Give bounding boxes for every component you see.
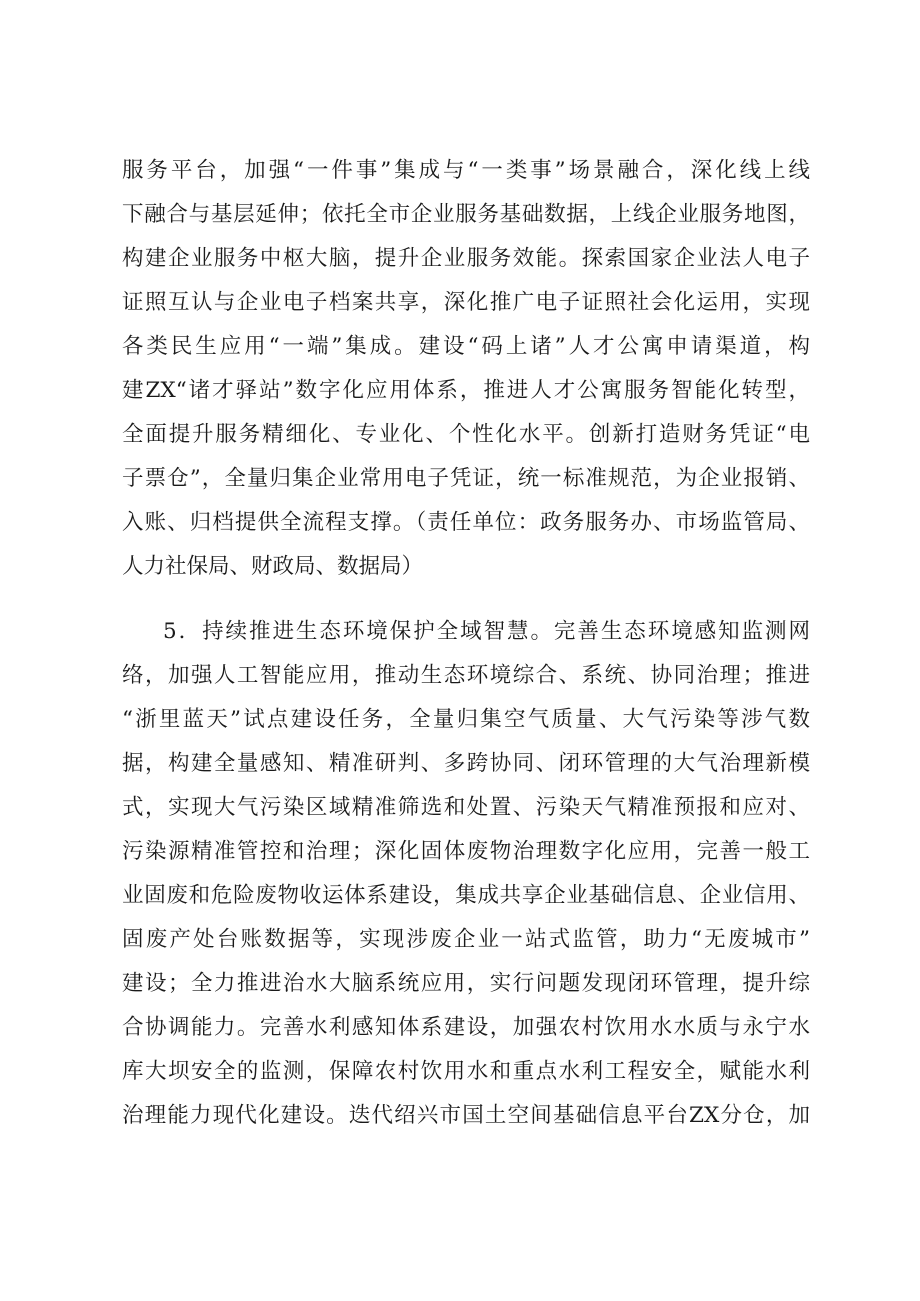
text-line: 下融合与基层延伸；依托全市企业服务基础数据，上线企业服务地图， xyxy=(122,202,810,227)
text-line: 子票仓”，全量归集企业常用电子凭证，统一标准规范，为企业报销、 xyxy=(122,466,810,491)
text-line: 建ZX“诸才驿站”数字化应用体系，推进人才公寓服务智能化转型， xyxy=(122,378,810,403)
text-line: 构建企业服务中枢大脑，提升企业服务效能。探索国家企业法人电子 xyxy=(122,246,810,271)
text-line: 固废产处台账数据等，实现涉废企业一站式监管，助力“无废城市” xyxy=(122,927,810,952)
text-line: 人力社保局、财政局、数据局） xyxy=(122,554,424,579)
text-line: 式，实现大气污染区域精准筛选和处置、污染天气精准预报和应对、 xyxy=(122,795,810,820)
text-line: 据，构建全量感知、精准研判、多跨协同、闭环管理的大气治理新模 xyxy=(122,751,810,776)
text-line: 全面提升服务精细化、专业化、个性化水平。创新打造财务凭证“电 xyxy=(122,422,810,447)
text-line: 5．持续推进生态环境保护全域智慧。完善生态环境感知监测网 xyxy=(163,619,810,644)
text-line: 入账、归档提供全流程支撑。（责任单位：政务服务办、市场监管局、 xyxy=(122,510,810,535)
text-line: 服务平台，加强“一件事”集成与“一类事”场景融合，深化线上线 xyxy=(122,158,810,183)
text-line: 合协调能力。完善水利感知体系建设，加强农村饮用水水质与永宁水 xyxy=(122,1015,810,1040)
text-line: “浙里蓝天”试点建设任务，全量归集空气质量、大气污染等涉气数 xyxy=(122,707,810,732)
text-line: 治理能力现代化建设。迭代绍兴市国土空间基础信息平台ZX分仓，加 xyxy=(122,1103,810,1128)
text-line: 污染源精准管控和治理；深化固体废物治理数字化应用，完善一般工 xyxy=(122,839,810,864)
text-line: 建设；全力推进治水大脑系统应用，实行问题发现闭环管理，提升综 xyxy=(122,971,810,996)
text-line: 证照互认与企业电子档案共享，深化推广电子证照社会化运用，实现 xyxy=(122,290,810,315)
text-line: 业固废和危险废物收运体系建设，集成共享企业基础信息、企业信用、 xyxy=(122,883,810,908)
text-line: 络，加强人工智能应用，推动生态环境综合、系统、协同治理；推进 xyxy=(122,663,810,688)
text-line: 库大坝安全的监测，保障农村饮用水和重点水利工程安全，赋能水利 xyxy=(122,1059,810,1084)
text-line: 各类民生应用“一端”集成。建设“码上诸”人才公寓申请渠道，构 xyxy=(122,334,810,359)
